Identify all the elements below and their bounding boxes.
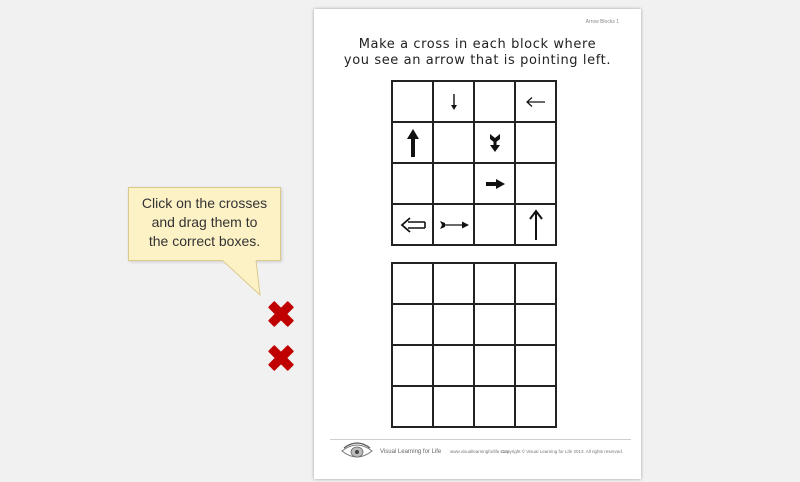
cross-icon[interactable] xyxy=(266,299,296,329)
answer-cell[interactable] xyxy=(515,263,556,304)
instruction-line-2: you see an arrow that is pointing left. xyxy=(343,53,612,68)
eye-logo-icon xyxy=(340,442,374,460)
arrow-grid-cell xyxy=(392,163,433,204)
arrow-grid xyxy=(391,80,557,246)
arrow-grid-cell xyxy=(433,122,474,163)
answer-cell[interactable] xyxy=(474,386,515,427)
answer-cell[interactable] xyxy=(515,386,556,427)
answer-cell[interactable] xyxy=(392,386,433,427)
answer-grid xyxy=(391,262,557,428)
answer-cell[interactable] xyxy=(433,345,474,386)
answer-cell[interactable] xyxy=(433,386,474,427)
arrow-grid-cell xyxy=(515,163,556,204)
worksheet-header-label: Arrow Blocks 1 xyxy=(585,19,619,25)
answer-cell[interactable] xyxy=(433,304,474,345)
arrow-grid-cell xyxy=(392,81,433,122)
arrow-grid-cell xyxy=(474,122,515,163)
arrow-grid-cell xyxy=(515,122,556,163)
answer-cell[interactable] xyxy=(392,263,433,304)
instruction-line-1: Make a cross in each block where xyxy=(358,37,597,52)
arrow-grid-cell xyxy=(433,81,474,122)
arrow-grid-cell xyxy=(433,204,474,245)
arrow-grid-cell xyxy=(515,204,556,245)
worksheet-footer xyxy=(330,439,631,463)
answer-cell[interactable] xyxy=(474,263,515,304)
callout-line-1: Click on the crosses xyxy=(141,195,268,211)
cross-icon[interactable] xyxy=(266,343,296,373)
arrow-grid-cell xyxy=(474,204,515,245)
instruction-callout xyxy=(128,187,281,261)
arrow-grid-cell xyxy=(392,122,433,163)
arrow-left-thin-icon xyxy=(525,96,547,108)
arrow-down-fletched-icon xyxy=(488,133,502,153)
arrow-left-double-icon xyxy=(399,217,427,233)
worksheet-page xyxy=(314,9,641,479)
arrow-grid-cell xyxy=(392,204,433,245)
arrow-right-fletched-icon xyxy=(438,219,470,231)
answer-cell[interactable] xyxy=(433,263,474,304)
arrow-grid-cell xyxy=(474,163,515,204)
footer-brand: Visual Learning for Life xyxy=(380,449,442,455)
arrow-up-thin-icon xyxy=(528,209,544,241)
arrow-grid-cell xyxy=(474,81,515,122)
arrow-up-bold-icon xyxy=(406,128,420,158)
callout-line-2: and drag them to xyxy=(151,214,258,230)
arrow-grid-cell xyxy=(433,163,474,204)
answer-cell[interactable] xyxy=(392,345,433,386)
arrow-down-small-icon xyxy=(449,92,459,112)
answer-cell[interactable] xyxy=(474,345,515,386)
instruction-text xyxy=(314,37,641,69)
answer-cell[interactable] xyxy=(515,304,556,345)
callout-line-3: the correct boxes. xyxy=(148,233,261,249)
answer-cell[interactable] xyxy=(515,345,556,386)
footer-copyright: Copyright © Visual Learning for Life 2013. All rights reserved. xyxy=(501,449,623,454)
footer-divider xyxy=(330,439,631,440)
arrow-right-bold-icon xyxy=(484,178,506,190)
answer-cell[interactable] xyxy=(474,304,515,345)
answer-cell[interactable] xyxy=(392,304,433,345)
callout-pointer xyxy=(222,259,262,299)
footer-url: www.visuallearningforlife.com xyxy=(450,449,510,454)
arrow-grid-cell xyxy=(515,81,556,122)
